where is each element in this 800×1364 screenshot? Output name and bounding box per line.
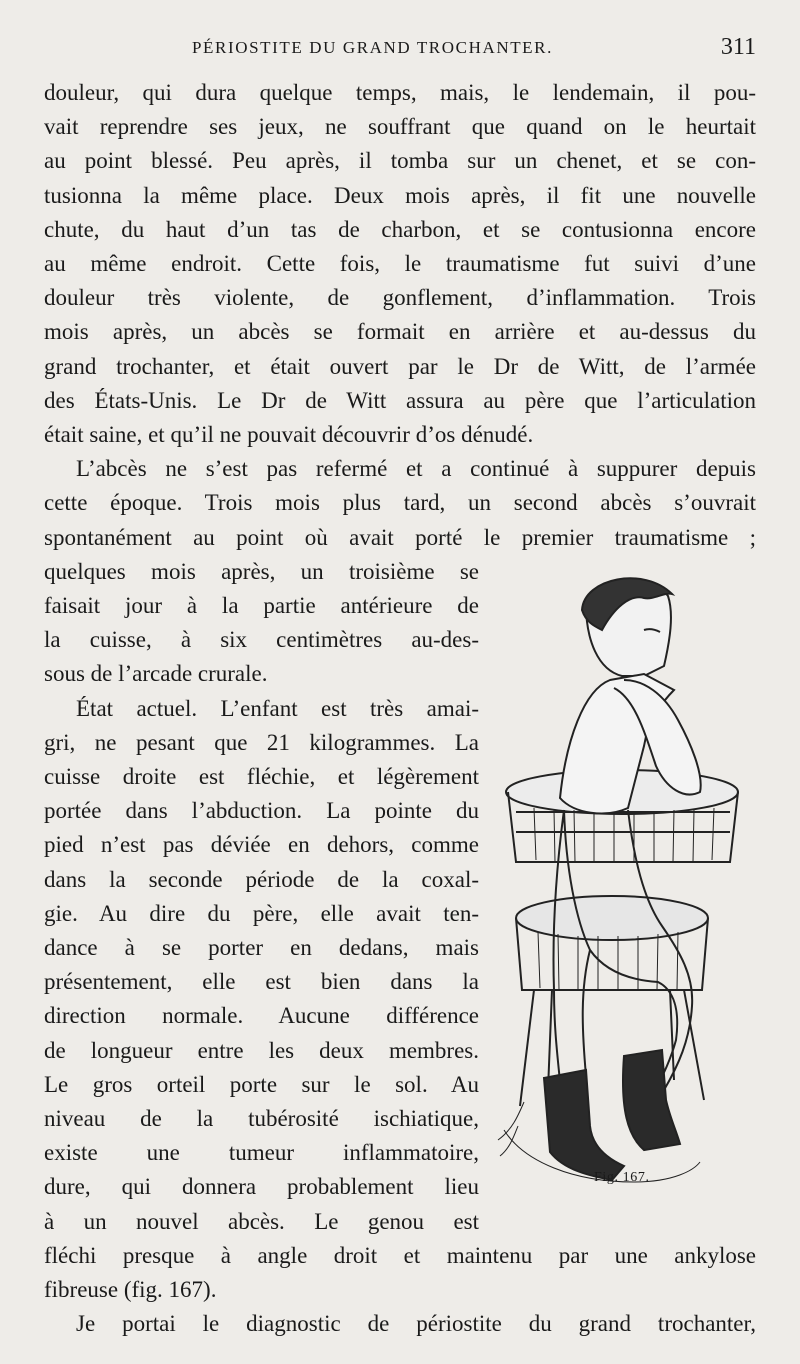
- text-line: quelques mois après, un troisième se: [44, 558, 479, 584]
- text-line: douleur, qui dura quelque temps, mais, le lendemain, il pou-: [44, 80, 756, 105]
- text-line: gie. Au dire du père, elle avait ten-: [44, 900, 479, 926]
- text-line: tusionna la même place. Deux mois après, il fit une nouvelle: [44, 182, 756, 208]
- text-line: chute, du haut d’un tas de charbon, et se contusionna encore: [44, 216, 756, 242]
- text-line: cuisse droite est fléchie, et légèrement: [44, 764, 479, 789]
- text-line: était saine, et qu’il ne pouvait découvrir d’os dénudé.: [44, 422, 534, 447]
- text-line: dure, qui donnera probablement lieu: [44, 1174, 479, 1200]
- text-line: douleur très violente, de gonflement, d’inflammation. Trois: [44, 285, 756, 311]
- text-line: faisait jour à la partie antérieure de: [44, 593, 479, 618]
- running-title: PÉRIOSTITE DU GRAND TROCHANTER.: [192, 38, 553, 57]
- text-line: pied n’est pas déviée en dehors, comme: [44, 832, 479, 858]
- text-line: dans la seconde période de la coxal-: [44, 866, 479, 892]
- text-line: spontanément au point où avait porté le premier traumatisme ;: [44, 524, 756, 550]
- text-line: portée dans l’abduction. La pointe du: [44, 798, 479, 824]
- text-line: fibreuse (fig. 167).: [44, 1277, 217, 1302]
- text-line: niveau de la tubérosité ischiatique,: [44, 1106, 479, 1131]
- text-line: L’abcès ne s’est pas refermé et a continué à suppurer depuis: [76, 456, 756, 482]
- text-line: Le gros orteil porte sur le sol. Au: [44, 1071, 479, 1097]
- text-line: gri, ne pesant que 21 kilogrammes. La: [44, 729, 479, 755]
- text-line: mois après, un abcès se formait en arrière et au-dessus du: [44, 319, 756, 345]
- text-line: cette époque. Trois mois plus tard, un second abcès s’ouvrait: [44, 490, 756, 516]
- text-line: vait reprendre ses jeux, ne souffrant que quand on le heurtait: [44, 114, 756, 140]
- text-line: à un nouvel abcès. Le genou est: [44, 1208, 479, 1234]
- text-line: direction normale. Aucune différence: [44, 1003, 479, 1029]
- running-head: [44, 34, 756, 64]
- text-line: au même endroit. Cette fois, le traumatisme fut suivi d’une: [44, 251, 756, 276]
- text-line: grand trochanter, et était ouvert par le Dr de Witt, de l’armée: [44, 353, 756, 379]
- text-line: des États-Unis. Le Dr de Witt assura au père que l’articulation: [44, 387, 756, 413]
- text-line: fléchi presque à angle droit et maintenu par une ankylose: [44, 1242, 756, 1268]
- text-line: la cuisse, à six centimètres au-des-: [44, 627, 479, 653]
- text-line: sous de l’arcade crurale.: [44, 661, 268, 687]
- text-line: dance à se porter en dedans, mais: [44, 935, 479, 960]
- figure-caption: Fig. 167.: [594, 1170, 650, 1185]
- text-line: Je portai le diagnostic de périostite du grand trochanter,: [76, 1311, 756, 1337]
- text-line: au point blessé. Peu après, il tomba sur un chenet, et se con-: [44, 148, 756, 174]
- figure-illustration: [494, 570, 756, 1200]
- text-line: présentement, elle est bien dans la: [44, 969, 479, 995]
- page-number: 311: [720, 34, 756, 60]
- text-line: existe une tumeur inflammatoire,: [44, 1140, 479, 1166]
- text-line: de longueur entre les deux membres.: [44, 1037, 479, 1063]
- text-line: État actuel. L’enfant est très amai-: [76, 695, 479, 721]
